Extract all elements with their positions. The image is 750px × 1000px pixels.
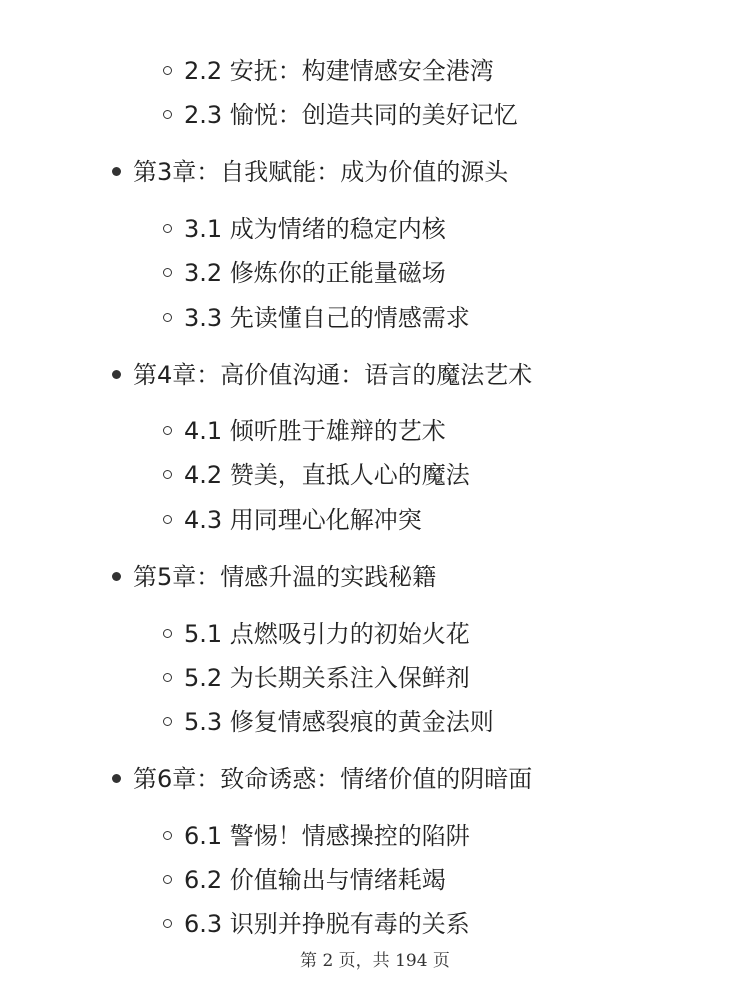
section-label: 2.3 愉悦：创造共同的美好记忆 xyxy=(184,101,518,129)
section-label: 2.2 安抚：构建情感安全港湾 xyxy=(184,57,494,85)
toc-section-item[interactable] xyxy=(163,863,446,897)
hollow-bullet-icon xyxy=(163,313,172,322)
toc-section-item[interactable] xyxy=(163,617,470,651)
hollow-bullet-icon xyxy=(163,831,172,840)
hollow-bullet-icon xyxy=(163,919,172,928)
toc-section-item[interactable] xyxy=(163,256,446,290)
toc-section-item[interactable] xyxy=(163,819,470,853)
section-label: 6.2 价值输出与情绪耗竭 xyxy=(184,866,446,894)
toc-chapter-item[interactable] xyxy=(112,560,436,594)
hollow-bullet-icon xyxy=(163,224,172,233)
filled-bullet-icon xyxy=(112,774,121,783)
chapter-title: 第3章：自我赋能：成为价值的源头 xyxy=(133,158,509,186)
hollow-bullet-icon xyxy=(163,875,172,884)
chapter-title: 第4章：高价值沟通：语言的魔法艺术 xyxy=(133,361,533,389)
filled-bullet-icon xyxy=(112,572,121,581)
toc-section-item[interactable] xyxy=(163,503,422,537)
section-label: 6.3 识别并挣脱有毒的关系 xyxy=(184,910,470,938)
hollow-bullet-icon xyxy=(163,268,172,277)
chapter-title: 第6章：致命诱惑：情绪价值的阴暗面 xyxy=(133,765,533,793)
toc-section-item[interactable] xyxy=(163,414,446,448)
hollow-bullet-icon xyxy=(163,515,172,524)
hollow-bullet-icon xyxy=(163,426,172,435)
hollow-bullet-icon xyxy=(163,673,172,682)
section-label: 4.1 倾听胜于雄辩的艺术 xyxy=(184,417,446,445)
section-label: 3.1 成为情绪的稳定内核 xyxy=(184,215,446,243)
toc-section-item[interactable] xyxy=(163,54,494,88)
toc-section-item[interactable] xyxy=(163,212,446,246)
filled-bullet-icon xyxy=(112,167,121,176)
section-label: 6.1 警惕！情感操控的陷阱 xyxy=(184,822,470,850)
toc-section-item[interactable] xyxy=(163,907,470,941)
hollow-bullet-icon xyxy=(163,629,172,638)
section-label: 3.3 先读懂自己的情感需求 xyxy=(184,304,470,332)
section-label: 5.2 为长期关系注入保鲜剂 xyxy=(184,664,470,692)
hollow-bullet-icon xyxy=(163,66,172,75)
toc-section-item[interactable] xyxy=(163,661,470,695)
toc-section-item[interactable] xyxy=(163,705,494,739)
section-label: 3.2 修炼你的正能量磁场 xyxy=(184,259,446,287)
toc-section-item[interactable] xyxy=(163,98,518,132)
hollow-bullet-icon xyxy=(163,717,172,726)
chapter-title: 第5章：情感升温的实践秘籍 xyxy=(133,563,437,591)
hollow-bullet-icon xyxy=(163,470,172,479)
toc-section-item[interactable] xyxy=(163,458,470,492)
section-label: 5.3 修复情感裂痕的黄金法则 xyxy=(184,708,494,736)
page-number-indicator: 第 2 页，共 194 页 xyxy=(300,951,450,971)
toc-chapter-item[interactable] xyxy=(112,358,532,392)
toc-section-item[interactable] xyxy=(163,301,470,335)
hollow-bullet-icon xyxy=(163,110,172,119)
section-label: 4.3 用同理心化解冲突 xyxy=(184,506,422,534)
section-label: 5.1 点燃吸引力的初始火花 xyxy=(184,620,470,648)
toc-chapter-item[interactable] xyxy=(112,155,508,189)
toc-chapter-item[interactable] xyxy=(112,762,532,796)
filled-bullet-icon xyxy=(112,370,121,379)
section-label: 4.2 赞美，直抵人心的魔法 xyxy=(184,461,470,489)
